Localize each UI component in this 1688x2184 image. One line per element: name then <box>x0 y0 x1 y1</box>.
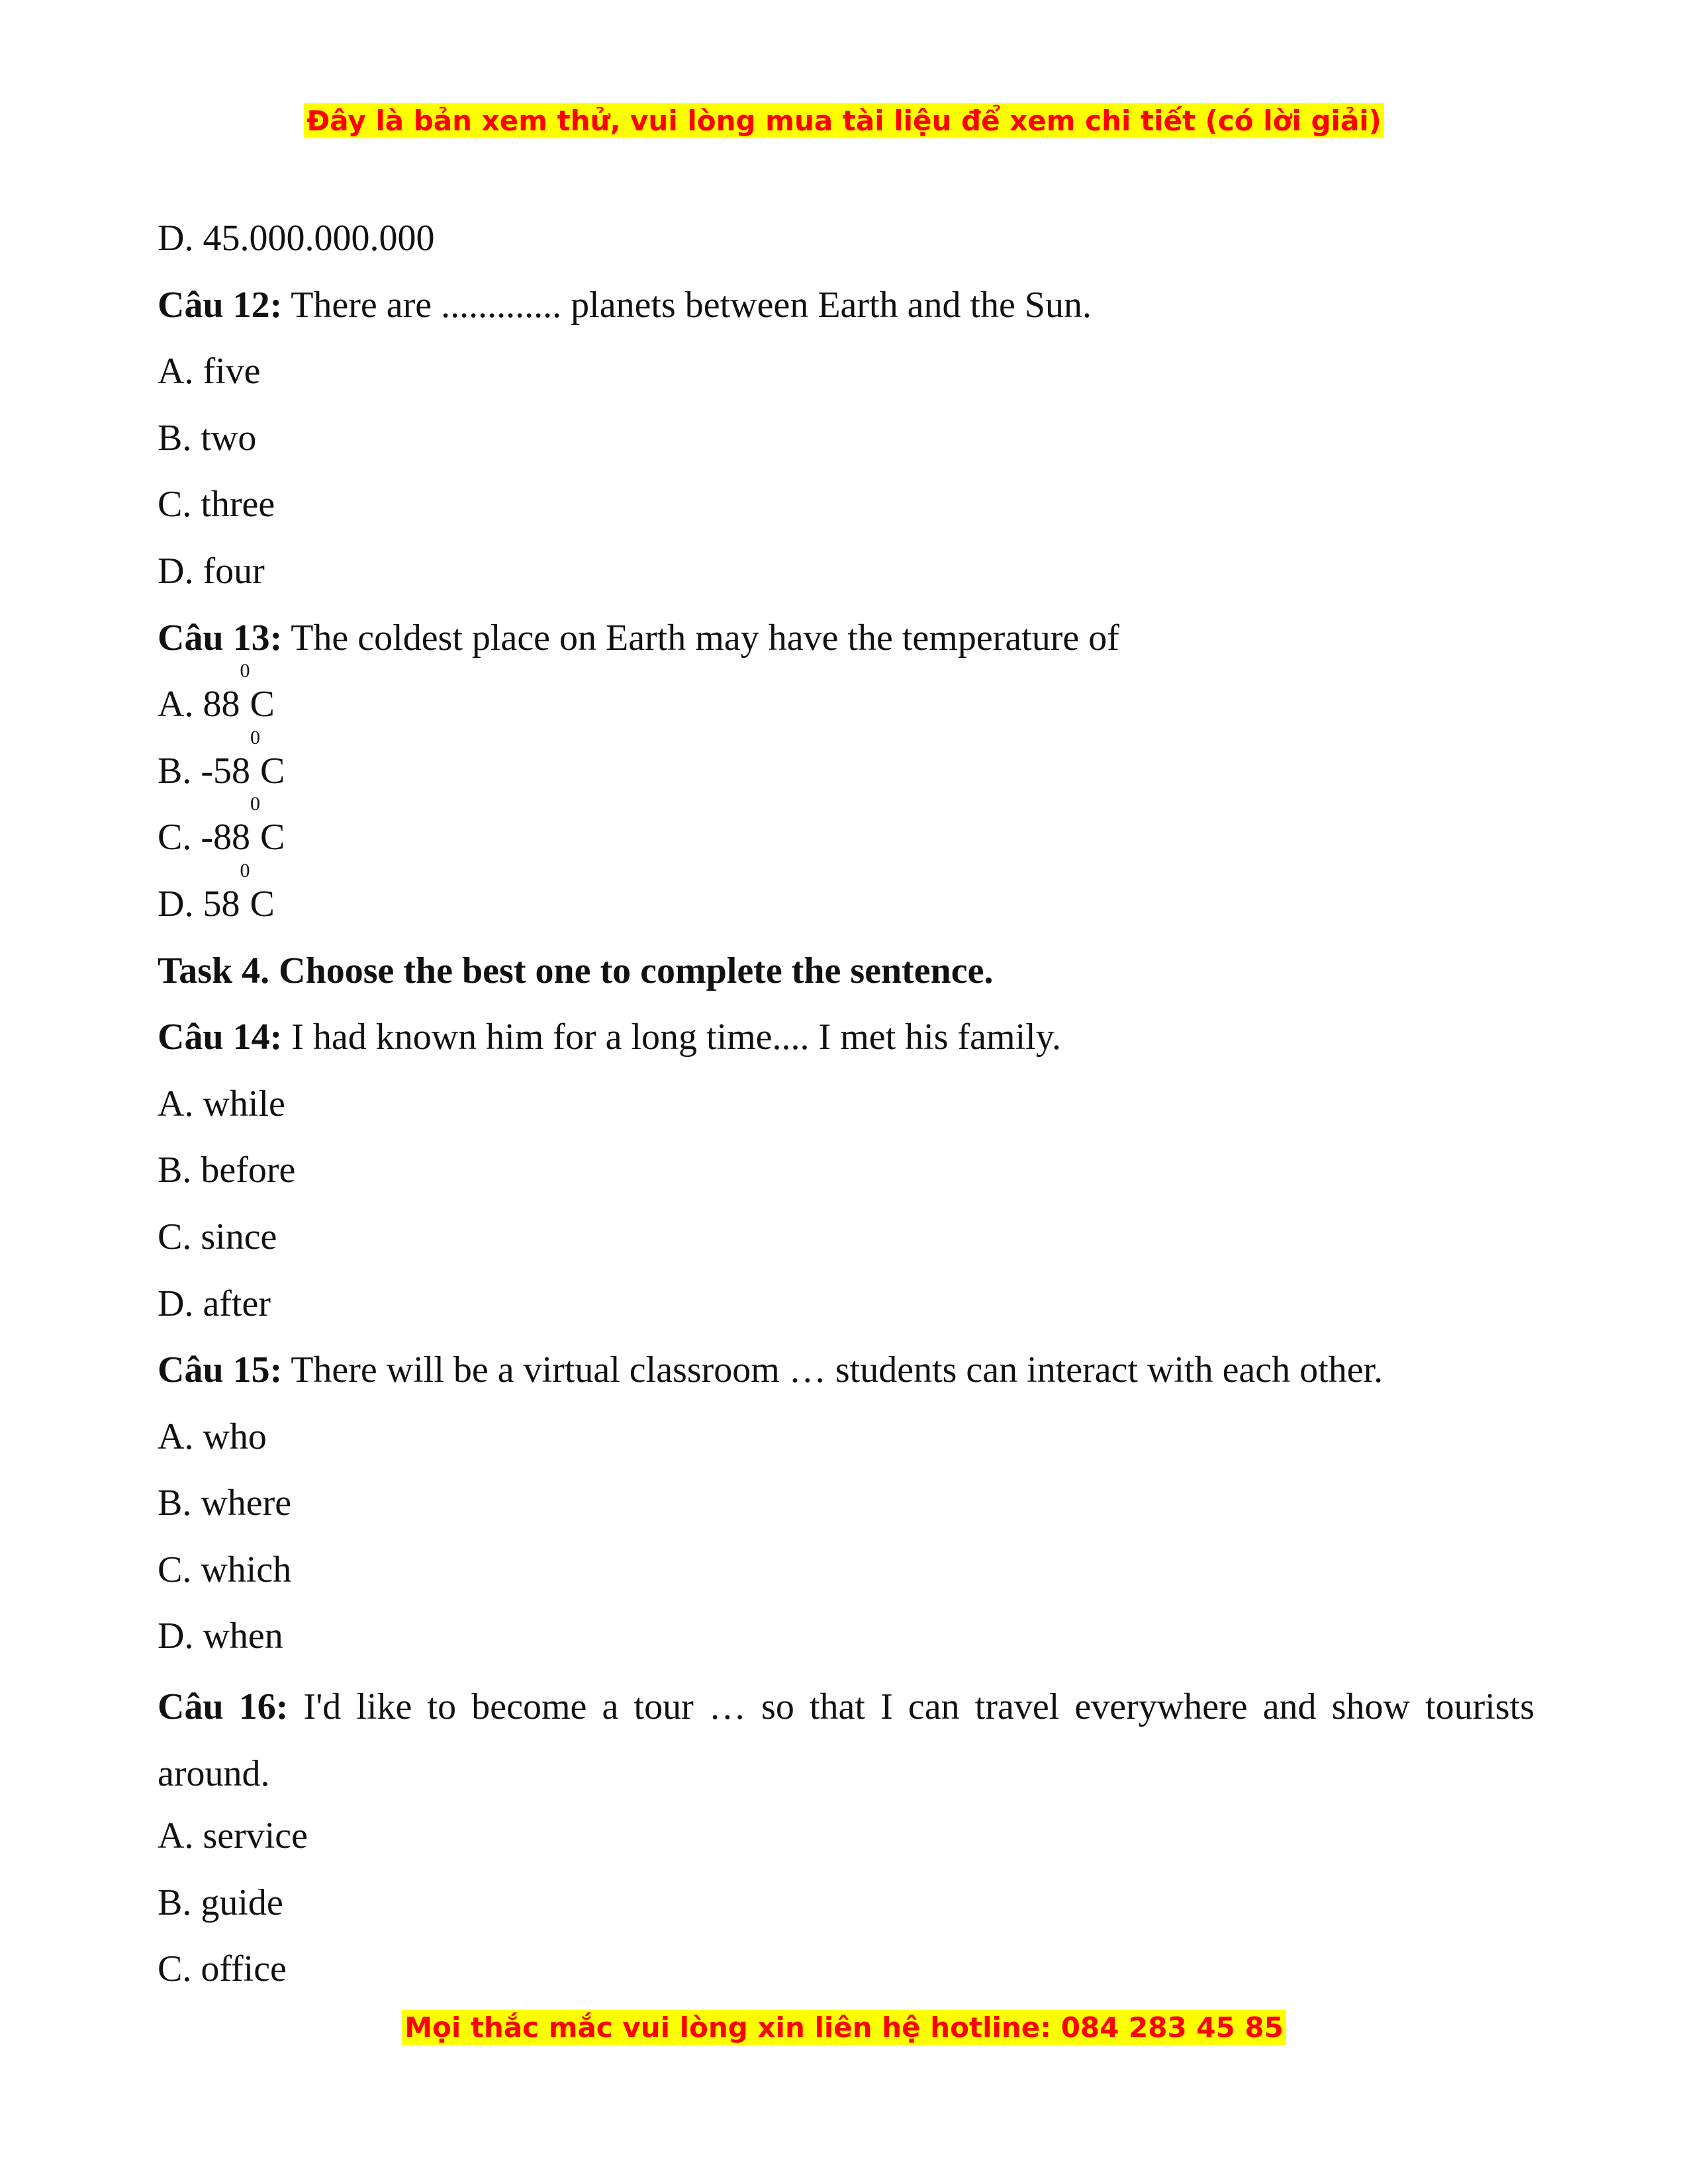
unit: C <box>260 817 285 858</box>
option-value: B. -58 <box>158 750 250 792</box>
q13-option-d <box>158 859 1534 942</box>
q14-option-b: B. before <box>158 1150 296 1191</box>
q12-option-d: D. four <box>158 550 265 592</box>
q15-option-a: A. who <box>158 1416 267 1457</box>
option-value: D. 58 <box>158 883 240 925</box>
hotline-text: Mọi thắc mắc vui lòng xin liên hệ hotline: 084 283 45 85 <box>402 2010 1286 2045</box>
question-label: Câu 15: <box>158 1349 283 1391</box>
q14-option-a: A. while <box>158 1083 285 1124</box>
q12-option-c: C. three <box>158 484 275 525</box>
q12-option-b: B. two <box>158 417 257 459</box>
question-12 <box>158 276 1534 343</box>
question-text: There will be a virtual classroom … students can interact with each other. <box>282 1349 1383 1391</box>
q15-option-d: D. when <box>158 1615 283 1657</box>
q14-option-c: C. since <box>158 1216 277 1257</box>
degree-superscript: 0 <box>240 859 250 882</box>
unit: C <box>250 684 275 725</box>
q13-option-b <box>158 726 1534 809</box>
q13-option-c <box>158 793 1534 875</box>
degree-superscript: 0 <box>240 660 250 682</box>
question-16 <box>158 1674 1534 1807</box>
preview-notice-banner <box>0 101 1688 142</box>
degree-superscript: 0 <box>250 726 260 749</box>
question-text: I had known him for a long time.... I met his family. <box>282 1017 1062 1058</box>
q15-option-b: B. where <box>158 1482 292 1524</box>
q16-option-b: B. guide <box>158 1882 283 1923</box>
q13-option-a <box>158 660 1534 742</box>
question-14 <box>158 1008 1534 1075</box>
q15-option-c: C. which <box>158 1549 292 1590</box>
question-text: I'd like to become a tour … so that I can travel everywhere and show tourists around. <box>158 1686 1535 1794</box>
preview-notice-text: Đây là bản xem thử, vui lòng mua tài liệu để xem chi tiết (có lời giải) <box>304 103 1384 138</box>
q16-option-a: A. service <box>158 1815 308 1857</box>
question-text: The coldest place on Earth may have the temperature of <box>282 617 1119 659</box>
hotline-banner <box>0 2007 1688 2048</box>
question-label: Câu 14: <box>158 1017 283 1058</box>
q14-option-d: D. after <box>158 1283 271 1324</box>
question-15 <box>158 1341 1534 1408</box>
task-4-heading: Task 4. Choose the best one to complete the sentence. <box>158 950 994 991</box>
document-body <box>158 209 1534 2007</box>
unit: C <box>260 750 285 792</box>
option-value: C. -88 <box>158 817 250 858</box>
unit: C <box>250 883 275 925</box>
q16-option-c: C. office <box>158 1948 287 1990</box>
question-label: Câu 12: <box>158 284 283 326</box>
q11-option-d: D. 45.000.000.000 <box>158 218 435 259</box>
question-label: Câu 16: <box>158 1686 289 1728</box>
degree-superscript: 0 <box>250 793 260 815</box>
question-13 <box>158 609 1534 676</box>
question-label: Câu 13: <box>158 617 283 659</box>
option-value: A. 88 <box>158 684 240 725</box>
q12-option-a: A. five <box>158 351 261 392</box>
question-text: There are ............. planets between Earth and the Sun. <box>282 284 1092 326</box>
